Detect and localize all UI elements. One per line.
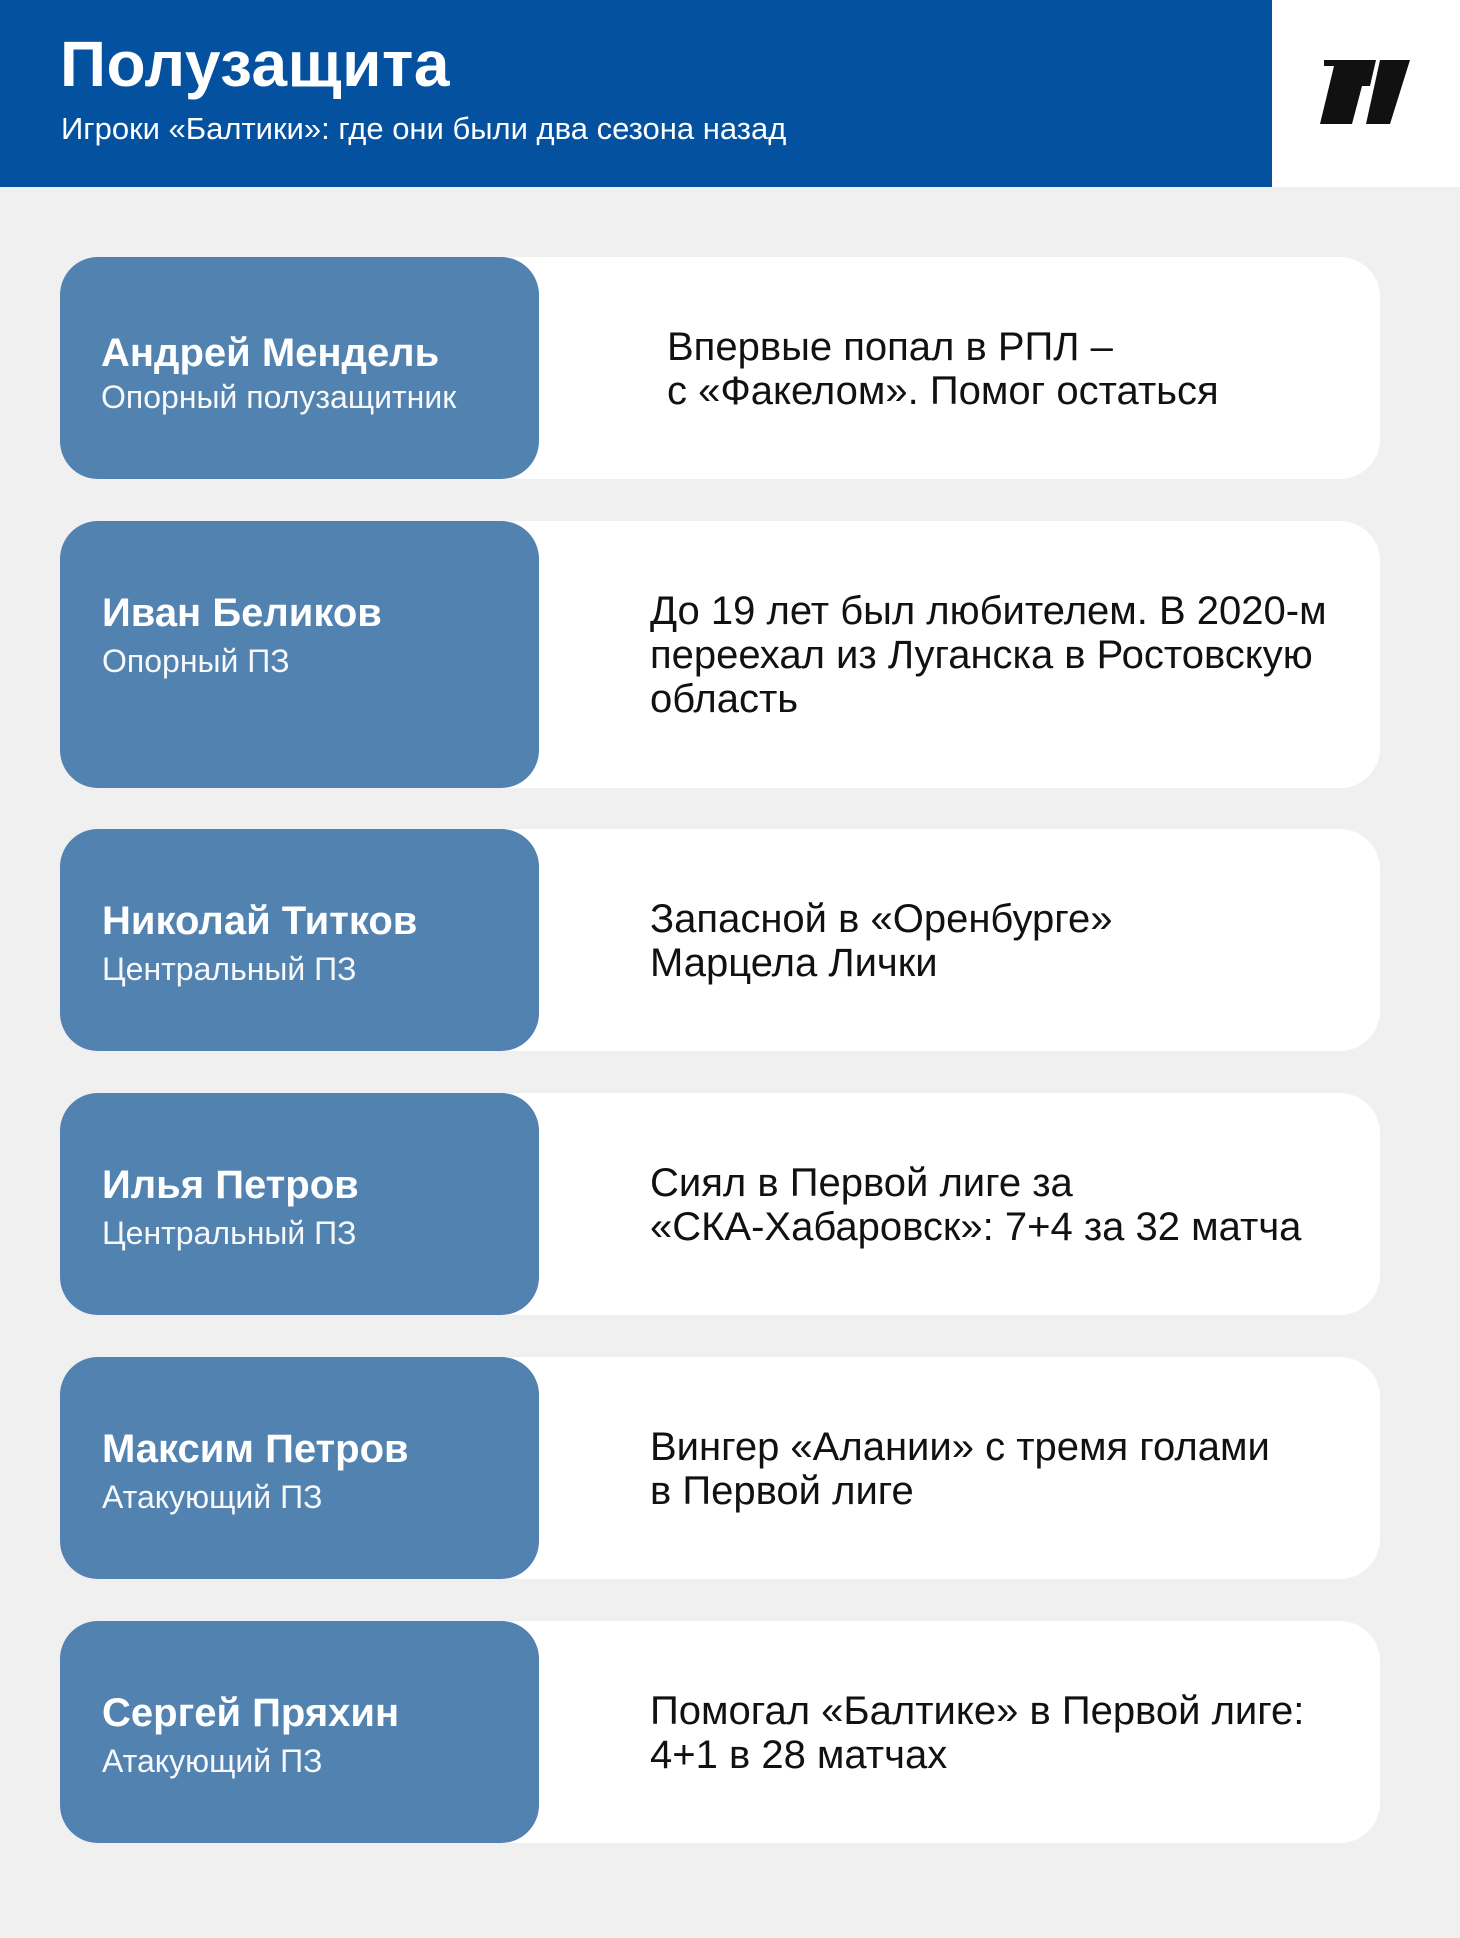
player-row <box>60 1621 1380 1843</box>
player-row <box>60 1357 1380 1579</box>
page-title: Полузащита <box>60 28 450 100</box>
player-role: Центральный ПЗ <box>102 1215 357 1251</box>
player-name: Николай Титков <box>102 899 418 943</box>
player-name: Андрей Мендель <box>101 331 440 375</box>
player-role: Атакующий ПЗ <box>102 1479 323 1515</box>
player-name: Сергей Пряхин <box>102 1691 400 1735</box>
player-role: Атакующий ПЗ <box>102 1743 323 1779</box>
player-note: Помогал «Балтике» в Первой лиге: 4+1 в 28 матчах <box>650 1689 1305 1777</box>
player-row <box>60 829 1380 1051</box>
player-note: До 19 лет был любителем. В 2020-м переехал из Луганска в Ростовскую область <box>650 589 1327 721</box>
player-note: Вингер «Алании» с тремя голами в Первой лиге <box>650 1425 1270 1513</box>
player-name: Илья Петров <box>102 1163 359 1207</box>
player-role: Опорный полузащитник <box>101 379 457 415</box>
player-note: Запасной в «Оренбурге» Марцела Лички <box>650 897 1113 985</box>
player-note: Сиял в Первой лиге за «СКА-Хабаровск»: 7+4 за 32 матча <box>650 1161 1302 1249</box>
player-name: Иван Беликов <box>102 591 382 635</box>
player-row <box>60 521 1380 788</box>
player-role: Опорный ПЗ <box>102 643 290 679</box>
player-name: Максим Петров <box>102 1427 409 1471</box>
player-row <box>60 1093 1380 1315</box>
player-note: Впервые попал в РПЛ – с «Факелом». Помог остаться <box>667 325 1219 413</box>
player-role: Центральный ПЗ <box>102 951 357 987</box>
player-row <box>60 257 1380 479</box>
page-subtitle: Игроки «Балтики»: где они были два сезона назад <box>61 111 787 146</box>
brand-slash-logo-icon <box>1320 60 1410 124</box>
